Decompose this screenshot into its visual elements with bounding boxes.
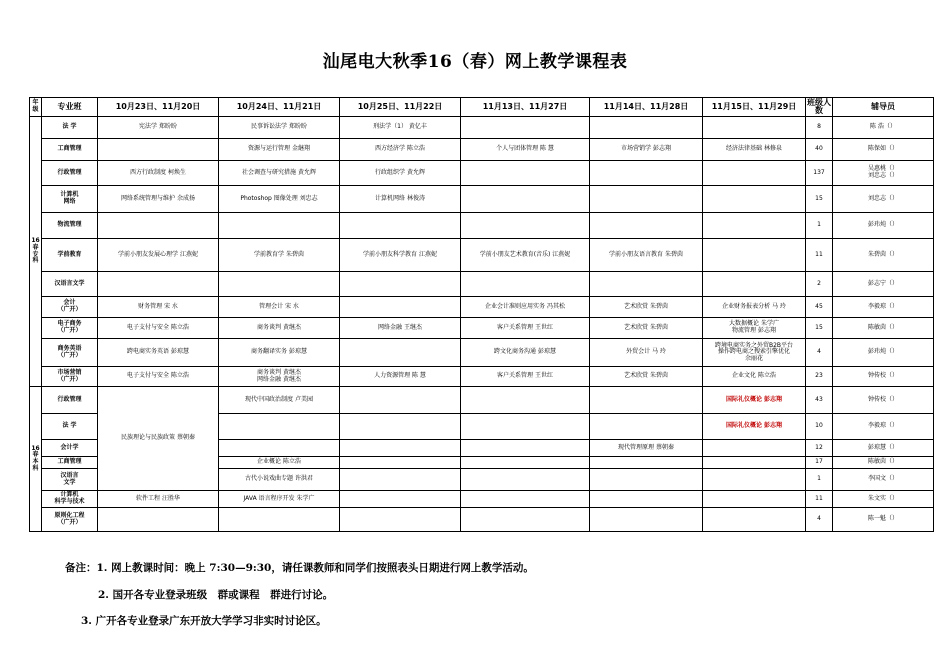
table-row: [30, 339, 934, 367]
table-row: [30, 117, 934, 139]
course-cell: 跨文化商务沟通 彭琼慧: [461, 339, 590, 367]
course-cell: [340, 469, 461, 491]
counselor-cell: 陈保如（）: [833, 139, 934, 161]
course-cell: 现代管理原理 蔡朝秦: [590, 440, 703, 457]
course-cell: [461, 457, 590, 469]
note-line-2: 2. 国开各专业登录班级 群或课程 群进行讨论。: [98, 589, 334, 601]
major-cell: 商务英语 （广开）: [42, 339, 98, 367]
course-cell: [590, 414, 703, 440]
counselor-cell: 陈一魁（）: [833, 508, 934, 532]
course-cell: [590, 272, 703, 297]
course-cell: 古代小说戏曲专题 许洪君: [219, 469, 340, 491]
course-cell: [461, 491, 590, 508]
course-cell: 宪法学 郑盼盼: [98, 117, 219, 139]
course-cell: 学前教育学 朱碧茵: [219, 239, 340, 272]
class-size-cell: 1: [806, 213, 833, 239]
header-date-6: 11月15日、11月29日: [703, 98, 806, 117]
counselor-cell: 李毅琼（）: [833, 414, 934, 440]
note-line-3: 3. 广开各专业登录广东开放大学学习非实时讨论区。: [81, 615, 327, 627]
major-cell: 计算机 科学与技术: [42, 491, 98, 508]
course-cell: [461, 414, 590, 440]
course-cell: 企业会计准则应用实务 冯其松: [461, 297, 590, 318]
course-cell: Photoshop 图像处理 刘忠志: [219, 186, 340, 213]
course-cell: [340, 457, 461, 469]
counselor-cell: 陈 浩（）: [833, 117, 934, 139]
counselor-cell: 朱碧茵（）: [833, 239, 934, 272]
course-cell: [703, 161, 806, 186]
class-size-cell: 45: [806, 297, 833, 318]
course-cell: 财务管理 宋 水: [98, 297, 219, 318]
course-cell: [219, 440, 340, 457]
course-cell: [590, 186, 703, 213]
major-cell: 市场营销 （广开）: [42, 367, 98, 387]
course-cell: 电子支付与安全 陈立浩: [98, 318, 219, 339]
major-cell: 汉语言 文学: [42, 469, 98, 491]
course-cell: [590, 457, 703, 469]
course-cell: [340, 508, 461, 532]
class-size-cell: 2: [806, 272, 833, 297]
course-cell: [340, 339, 461, 367]
table-row: [30, 186, 934, 213]
course-cell: 外贸会计 马 玲: [590, 339, 703, 367]
table-row: [30, 161, 934, 186]
course-cell: [703, 491, 806, 508]
page-title: 汕尾电大秋季16（春）网上教学课程表: [322, 52, 628, 72]
header-date-5: 11月14日、11月28日: [590, 98, 703, 117]
course-cell: [219, 508, 340, 532]
course-cell: [703, 117, 806, 139]
counselor-cell: 刘忠志（）: [833, 186, 934, 213]
counselor-cell: 彭玮炖（）: [833, 213, 934, 239]
course-cell: [590, 213, 703, 239]
course-cell: [340, 414, 461, 440]
course-cell: 刑法学（1） 黄亿丰: [340, 117, 461, 139]
course-cell: [461, 272, 590, 297]
course-cell: [98, 272, 219, 297]
course-cell: 商务翻译实务 彭琼慧: [219, 339, 340, 367]
major-cell: 会计 （广开）: [42, 297, 98, 318]
class-size-cell: 40: [806, 139, 833, 161]
grade-label: 16 春 本 科: [31, 444, 40, 472]
course-cell: 软件工程 汪胜华: [98, 491, 219, 508]
course-cell: 网络系统管理与维护 余成扬: [98, 186, 219, 213]
course-cell: [340, 440, 461, 457]
course-cell: [461, 508, 590, 532]
course-cell: [340, 272, 461, 297]
course-cell: 国际礼仪概论 彭志翔: [703, 414, 806, 440]
course-cell: 客户关系管理 王世红: [461, 318, 590, 339]
course-cell: 商务谈判 黄继杰: [219, 318, 340, 339]
course-cell: [703, 272, 806, 297]
table-row: [30, 491, 934, 508]
course-cell: [703, 186, 806, 213]
course-cell: 跨电商实务英语 彭琼慧: [98, 339, 219, 367]
course-cell: 企业概论 陈立浩: [219, 457, 340, 469]
major-cell: 行政管理: [42, 387, 98, 414]
course-cell: 人力资源管理 陈 慧: [340, 367, 461, 387]
counselor-cell: 朱文实（）: [833, 491, 934, 508]
course-cell: 商务谈判 黄继杰 网络金融 黄继杰: [219, 367, 340, 387]
course-cell: 学前小朋友发展心理学 江燕妮: [98, 239, 219, 272]
class-size-cell: 4: [806, 339, 833, 367]
counselor-cell: 彭琼慧（）: [833, 440, 934, 457]
course-cell: [340, 297, 461, 318]
table-row: [30, 139, 934, 161]
course-cell: [590, 469, 703, 491]
course-cell: 市场营销学 彭志翔: [590, 139, 703, 161]
table-row: [30, 297, 934, 318]
class-size-cell: 43: [806, 387, 833, 414]
header-date-4: 11月13日、11月27日: [461, 98, 590, 117]
counselor-cell: 彭志宁（）: [833, 272, 934, 297]
class-size-cell: 15: [806, 318, 833, 339]
counselor-cell: 陈敏茵（）: [833, 457, 934, 469]
course-cell: [98, 139, 219, 161]
table-row: [30, 239, 934, 272]
counselor-cell: 钟传校（）: [833, 367, 934, 387]
course-cell: [461, 117, 590, 139]
course-cell: 电子支付与安全 陈立浩: [98, 367, 219, 387]
course-cell-shared: 民族理论与民族政策 蔡朝秦: [98, 387, 219, 491]
course-cell: [590, 387, 703, 414]
course-cell: [703, 239, 806, 272]
table-row: [30, 508, 934, 532]
note-line-1: 备注：1. 网上教课时间：晚上 7:30—9:30，请任课教师和同学们按照表头日期进行网上教学活动。: [65, 562, 534, 574]
major-cell: 会计学: [42, 440, 98, 457]
major-cell: 学前教育: [42, 239, 98, 272]
course-cell: 现代中国政治制度 卢美园: [219, 387, 340, 414]
course-cell: 西方经济学 陈立浩: [340, 139, 461, 161]
header-major: 专业班: [42, 98, 98, 117]
course-cell: 大数据概论 朱学广 物流管理 彭志翔: [703, 318, 806, 339]
course-cell: 计算机网络 林俊涛: [340, 186, 461, 213]
major-cell: 电子商务 （广开）: [42, 318, 98, 339]
counselor-cell: 李国文（）: [833, 469, 934, 491]
course-cell: [461, 186, 590, 213]
course-cell: [219, 272, 340, 297]
course-cell: [461, 213, 590, 239]
course-cell: 艺术欣赏 朱碧茵: [590, 318, 703, 339]
class-size-cell: 137: [806, 161, 833, 186]
class-size-cell: 11: [806, 491, 833, 508]
course-cell: [590, 117, 703, 139]
class-size-cell: 11: [806, 239, 833, 272]
course-cell: [219, 213, 340, 239]
grade-label: 16 春 专 科: [31, 237, 40, 265]
grade-cell-bachelor: [30, 387, 42, 532]
course-cell: 行政组织学 黄允辉: [340, 161, 461, 186]
major-cell: 工商管理: [42, 139, 98, 161]
course-cell: 学前小朋友语言教育 朱碧茵: [590, 239, 703, 272]
major-cell: 工商管理: [42, 457, 98, 469]
course-cell: [703, 508, 806, 532]
course-cell: [461, 469, 590, 491]
major-cell: 汉语言文学: [42, 272, 98, 297]
course-cell: 艺术欣赏 朱碧茵: [590, 297, 703, 318]
header-date-2: 10月24日、11月21日: [219, 98, 340, 117]
course-cell: [461, 161, 590, 186]
major-cell: 物流管理: [42, 213, 98, 239]
course-cell: 艺术欣赏 朱碧茵: [590, 367, 703, 387]
counselor-cell: 吴惠桃（） 刘忠志（）: [833, 161, 934, 186]
course-cell: 学前小朋友艺术教育(音乐) 江燕妮: [461, 239, 590, 272]
course-cell: 资源与运行管理 金継翔: [219, 139, 340, 161]
major-cell: 原则化工程 （广开）: [42, 508, 98, 532]
major-cell: 法 学: [42, 414, 98, 440]
header-date-3: 10月25日、11月22日: [340, 98, 461, 117]
header-class-size: 班级人数: [807, 98, 831, 115]
course-cell: 经济法律基础 林修泉: [703, 139, 806, 161]
course-cell: [98, 508, 219, 532]
class-size-cell: 17: [806, 457, 833, 469]
course-cell: 跨境电商实务之外贸B2B平台 操作跨电商之搜索引擎优化 余丽花: [703, 339, 806, 367]
course-cell: 民事诉讼法学 郑盼盼: [219, 117, 340, 139]
course-cell: JAVA 语言程序开发 朱学广: [219, 491, 340, 508]
class-size-cell: 23: [806, 367, 833, 387]
header-row: [30, 98, 934, 117]
course-cell: [340, 491, 461, 508]
counselor-cell: 李毅琼（）: [833, 297, 934, 318]
course-cell: 个人与团体管理 陈 慧: [461, 139, 590, 161]
table-row: [30, 272, 934, 297]
major-cell: 法 学: [42, 117, 98, 139]
course-cell: [703, 213, 806, 239]
counselor-cell: 陈敏茵（）: [833, 318, 934, 339]
course-cell: [590, 161, 703, 186]
class-size-cell: 8: [806, 117, 833, 139]
course-cell: 西方行政制度 柯焕生: [98, 161, 219, 186]
counselor-cell: 彭玮炖（）: [833, 339, 934, 367]
grade-cell-associate: [30, 117, 42, 387]
class-size-cell: 4: [806, 508, 833, 532]
course-cell: [703, 469, 806, 491]
table-row: [30, 318, 934, 339]
major-cell: 计算机 网络: [42, 186, 98, 213]
class-size-cell: 15: [806, 186, 833, 213]
counselor-cell: 钟传校（）: [833, 387, 934, 414]
course-cell: [340, 213, 461, 239]
table-row: [30, 213, 934, 239]
major-cell: 行政管理: [42, 161, 98, 186]
header-grade: 年级: [30, 98, 42, 117]
course-cell: 网络金融 王继杰: [340, 318, 461, 339]
course-cell: [590, 491, 703, 508]
course-cell: [98, 213, 219, 239]
header-date-1: 10月23日、11月20日: [98, 98, 219, 117]
course-cell: 企业文化 陈立浩: [703, 367, 806, 387]
class-size-cell: 1: [806, 469, 833, 491]
course-cell: 管理会计 宋 水: [219, 297, 340, 318]
table-row: [30, 367, 934, 387]
course-cell: [340, 387, 461, 414]
header-counselor: 辅导员: [833, 98, 934, 117]
schedule-table: [29, 97, 934, 532]
course-cell: 学前小朋友科学教育 江燕妮: [340, 239, 461, 272]
course-cell: 社会调查与研究措施 黄允辉: [219, 161, 340, 186]
course-cell: [461, 387, 590, 414]
table-row: [30, 387, 934, 414]
course-cell: [703, 440, 806, 457]
course-cell: [703, 457, 806, 469]
course-cell: 客户关系管理 王世红: [461, 367, 590, 387]
class-size-cell: 12: [806, 440, 833, 457]
course-cell: 企业财务报表分析 马 玲: [703, 297, 806, 318]
course-cell: [590, 508, 703, 532]
course-cell: 国际礼仪概论 彭志翔: [703, 387, 806, 414]
course-cell: [219, 414, 340, 440]
class-size-cell: 10: [806, 414, 833, 440]
course-cell: [461, 440, 590, 457]
